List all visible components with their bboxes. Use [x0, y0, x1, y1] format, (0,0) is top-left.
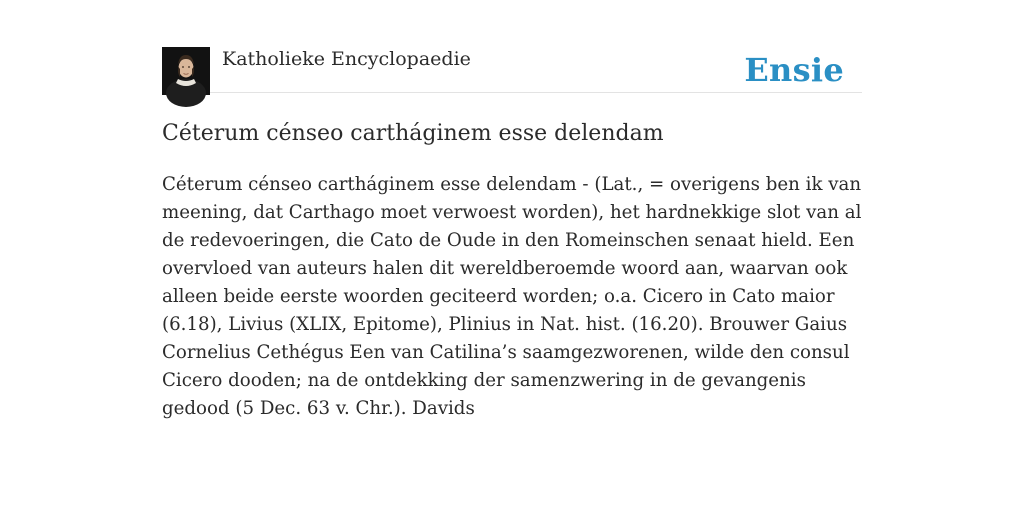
article-body: Céterum cénseo cartháginem esse delendam - (Lat., = overigens ben ik van meening, dat Carthago moet verwoest worden), het hardnekkige slot van al de redevoeringen, die Cato de Oude in den Romeinschen senaat hield. Een overvloed van auteurs halen dit wereldberoemde woord aan, waarvan ook alleen beide eerste woorden geciteerd worden; o.a. Cicero in Cato maior (6.18), Livius (XLIX, Epitome), Plinius in Nat. hist. (16.20). Brouwer Gaius Cornelius Cethégus Een van Catilina’s saamgezworenen, wilde den consul Cicero dooden; na de ontdekking der samenzwering in de gevangenis gedood (5 Dec. 63 v. Chr.). Davids	[162, 174, 862, 419]
article-header	[162, 46, 862, 93]
portrait-avatar-icon[interactable]	[162, 47, 210, 95]
article-card	[162, 46, 862, 419]
brand-logo[interactable]: Ensie	[744, 51, 844, 89]
source-name[interactable]: Katholieke Encyclopaedie	[222, 48, 471, 70]
article-title: Céterum cénseo cartháginem esse delendam	[162, 121, 664, 146]
